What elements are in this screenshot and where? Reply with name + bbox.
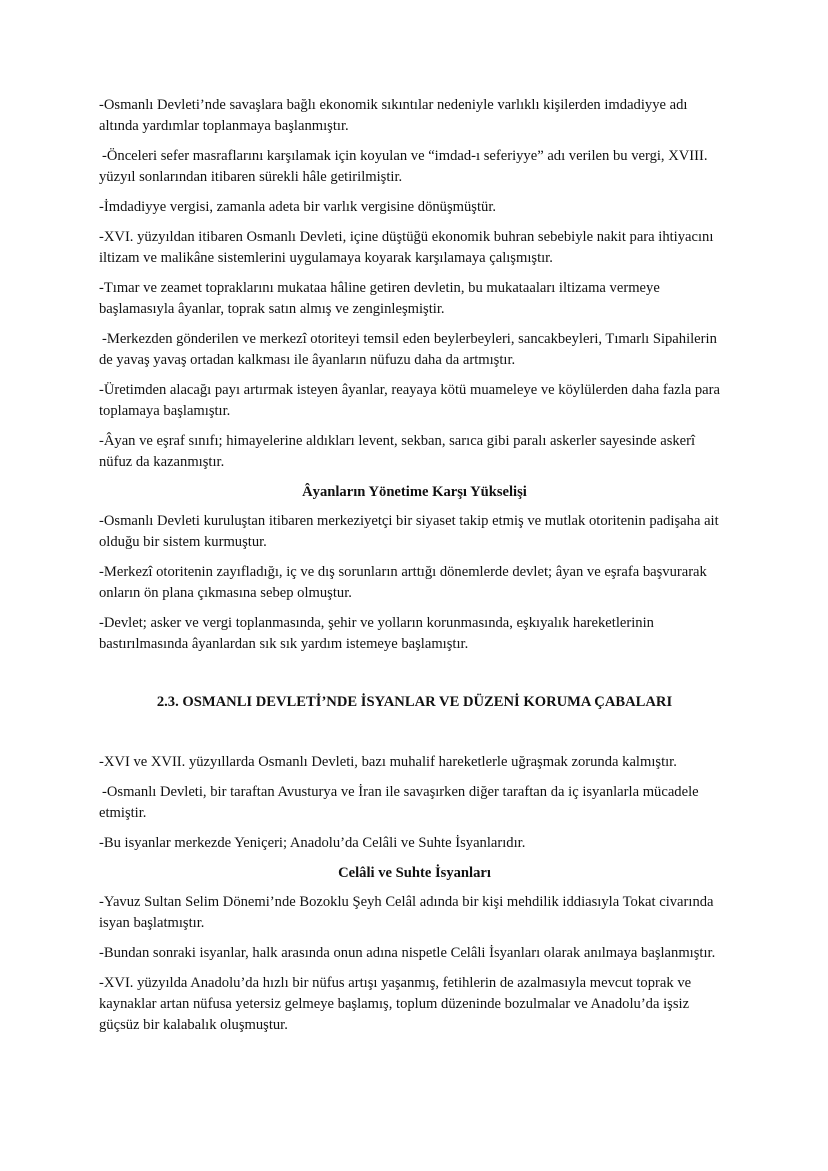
paragraph-state-help: -Devlet; asker ve vergi toplanmasında, şehir ve yolların korunmasında, eşkıyalık hareketlerinin bastırılmasında âyanlardan sık sık yardım istemeye başlamıştır.	[99, 615, 654, 652]
paragraph-iltizam-malikane: -XVI. yüzyıldan itibaren Osmanlı Devleti, içine düştüğü ekonomik buhran sebebiyle nakit para ihtiyacını iltizam ve malikâne sistemlerini uygulamaya koyarak karşılamaya çalışmıştır.	[99, 229, 714, 266]
section-title-revolts: 2.3. OSMANLI DEVLETİ’NDE İSYANLAR VE DÜZENİ KORUMA ÇABALARI	[156, 694, 673, 710]
paragraph-two-fronts: -Osmanlı Devleti, bir taraftan Avusturya ve İran ile savaşırken diğer taraftan da iç isyanlarla mücadele etmiştir.	[99, 784, 699, 821]
paragraph-imdad-seferiyye: -Önceleri sefer masraflarını karşılamak için koyulan ve “imdad-ı seferiyye” adı verilen bu vergi, XVIII. yüzyıl sonlarından itibaren sürekli hâle getirilmiştir.	[99, 148, 708, 185]
paragraph-weak-authority: -Merkezî otoritenin zayıfladığı, iç ve dış sorunların arttığı dönemlerde devlet; âyan ve eşrafa başvurarak onların ön plana çıkmasına sebep olmuştur.	[99, 564, 707, 601]
paragraph-ayan-reaya: -Üretimden alacağı payı artırmak isteyen âyanlar, reayaya kötü muameleye ve köylülerden daha fazla para toplamaya başlamıştır.	[99, 382, 720, 419]
paragraph-revolt-types: -Bu isyanlar merkezde Yeniçeri; Anadolu’da Celâli ve Suhte İsyanlarıdır.	[99, 835, 526, 851]
paragraph-population-growth: -XVI. yüzyılda Anadolu’da hızlı bir nüfus artışı yaşanmış, fetihlerin de azalmasıyla mevcut toprak ve kaynaklar artan nüfusa yetersiz gelmeye başlamış, toplum düzeninde bozulmalar ve Anadolu’da işsiz güçsüz bir kalabalık oluşmuştur.	[99, 975, 692, 1033]
paragraph-seyh-celal: -Yavuz Sultan Selim Dönemi’nde Bozoklu Şeyh Celâl adında bir kişi mehdilik iddiasıyla Tokat civarında isyan başlatmıştır.	[99, 894, 714, 931]
paragraph-celali-naming: -Bundan sonraki isyanlar, halk arasında onun adına nispetle Celâli İsyanları olarak anılmaya başlanmıştır.	[99, 945, 716, 961]
paragraph-timar-mukataa: -Tımar ve zeamet topraklarını mukataa hâline getiren devletin, bu mukataaları iltizama vermeye başlamasıyla âyanlar, toprak satın almış ve zenginleşmiştir.	[99, 280, 660, 317]
heading-ayan-rise: Âyanların Yönetime Karşı Yükselişi	[302, 484, 527, 500]
paragraph-opposition-movements: -XVI ve XVII. yüzyıllarda Osmanlı Devleti, bazı muhalif hareketlerle uğraşmak zorunda kalmıştır.	[99, 754, 677, 770]
paragraph-centralist-policy: -Osmanlı Devleti kuruluştan itibaren merkeziyetçi bir siyaset takip etmiş ve mutlak otoritenin padişaha ait olduğu bir sistem kurmuştur.	[99, 513, 719, 550]
heading-celali-suhte: Celâli ve Suhte İsyanları	[338, 865, 491, 881]
paragraph-imdadiyye-origin: -Osmanlı Devleti’nde savaşlara bağlı ekonomik sıkıntılar nedeniyle varlıklı kişilerden imdadiyye adı altında yardımlar toplanmaya başlanmıştır.	[99, 97, 688, 134]
paragraph-imdadiyye-wealth-tax: -İmdadiyye vergisi, zamanla adeta bir varlık vergisine dönüşmüştür.	[99, 199, 497, 215]
paragraph-ayan-military: -Âyan ve eşraf sınıfı; himayelerine aldıkları levent, sekban, sarıca gibi paralı askerler sayesinde askerî nüfuz da kazanmıştır.	[99, 433, 696, 470]
paragraph-central-authority: -Merkezden gönderilen ve merkezî otoriteyi temsil eden beylerbeyleri, sancakbeyleri, Tımarlı Sipahilerin de yavaş yavaş ortadan kalkması ile âyanların nüfuzu daha da artmıştır.	[99, 331, 717, 368]
